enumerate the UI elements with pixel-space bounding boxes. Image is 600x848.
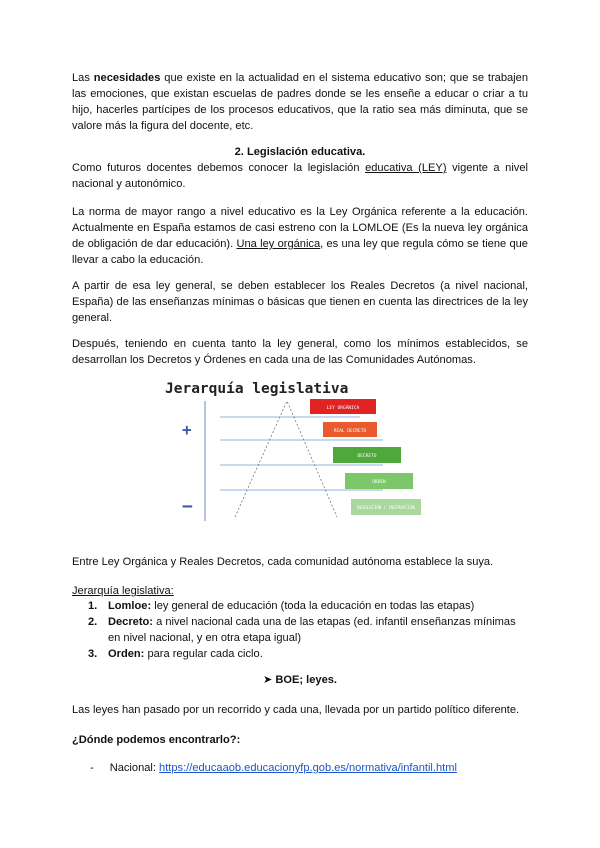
boe-text: Las leyes han pasado por un recorrido y cada una, llevada por un partido político diferente. xyxy=(72,704,520,716)
intro-paragraph: Las necesidades que existe en la actualidad en el sistema educativo son; que se trabajen las emociones, que existan escuelas de padres donde se les enseñe a educar o criar a tu hijo, hacerles partícipes de los procesos educativos, que la ratio sea más diminuta, que se valore más la figura del docente, etc. xyxy=(72,72,528,132)
hierarchy-item: 2. Decreto: a nivel nacional cada una de las etapas (ed. infantil enseñanzas mínimas en nivel nacional, y en otra etapa igual) xyxy=(88,616,516,644)
arrow-bullet-icon: ➤ xyxy=(262,674,273,686)
section-heading: 2. Legislación educativa. xyxy=(234,146,366,158)
box-resolucion-label: RESOLUCIÓN / INSTRUCCIÓN xyxy=(357,505,415,510)
hierarchy-item: 3. Orden: para regular cada ciclo. xyxy=(88,648,263,660)
box-ley-organica-label: LEY ORGÁNICA xyxy=(326,406,360,411)
after-diagram-text: Entre Ley Orgánica y Reales Decretos, cada comunidad autónoma establece la suya. xyxy=(72,556,494,568)
hierarchy-diagram xyxy=(165,375,435,525)
legislation-paragraph-4: Después, teniendo en cuenta tanto la ley general, como los mínimos establecidos, se desarrollan los Decretos y Órdenes en cada una de las Comunidades Autónomas. xyxy=(72,338,528,366)
box-orden-label: ORDEN xyxy=(372,480,386,485)
hierarchy-item: 1. Lomloe: ley general de educación (toda la educación en todas las etapas) xyxy=(88,600,475,612)
diagram-minus-sign: − xyxy=(182,496,193,517)
intro-bold-term: necesidades xyxy=(93,72,161,84)
national-normativa-link[interactable]: https://educaaob.educacionyfp.gob.es/normativa/infantil.html xyxy=(159,762,457,774)
box-decreto-label: DECRETO xyxy=(357,454,377,459)
where-question: ¿Dónde podemos encontrarlo?: xyxy=(72,734,241,746)
legislation-paragraph-3: A partir de esa ley general, se deben establecer los Reales Decretos (a nivel nacional, España) de las enseñanzas mínimas o básicas que tienen en cuenta las directrices de la ley general. xyxy=(72,280,528,324)
educativa-link[interactable]: educativa (LEY) xyxy=(365,162,447,174)
diagram-title: Jerarquía legislativa xyxy=(165,381,349,397)
legislation-paragraph-2: La norma de mayor rango a nivel educativo es la Ley Orgánica referente a la educación. Actualmente en España estamos de casi estreno con la LOMLOE (Es la nueva ley orgánica de obligación de dar educación). Una ley orgánica, es una ley que regula cómo se tiene que llevar a cabo la educación. xyxy=(72,206,528,266)
box-real-decreto-label: REAL DECRETO xyxy=(333,429,367,434)
national-link-line: - Nacional: https://educaaob.educacionyfp.gob.es/normativa/infantil.html xyxy=(90,762,457,774)
hierarchy-title: Jerarquía legislativa: xyxy=(72,585,174,597)
ley-organica-link[interactable]: Una ley orgánica xyxy=(236,238,321,250)
boe-heading: ➤ BOE; leyes. xyxy=(262,674,338,686)
diagram-plus-sign: + xyxy=(182,420,192,439)
diagram-pyramid xyxy=(235,401,337,517)
dash-bullet: - xyxy=(90,762,94,774)
hierarchy-list xyxy=(72,598,528,662)
legislation-paragraph-1: Como futuros docentes debemos conocer la legislación educativa (LEY) vigente a nivel nacional y autonómico. xyxy=(72,162,528,190)
